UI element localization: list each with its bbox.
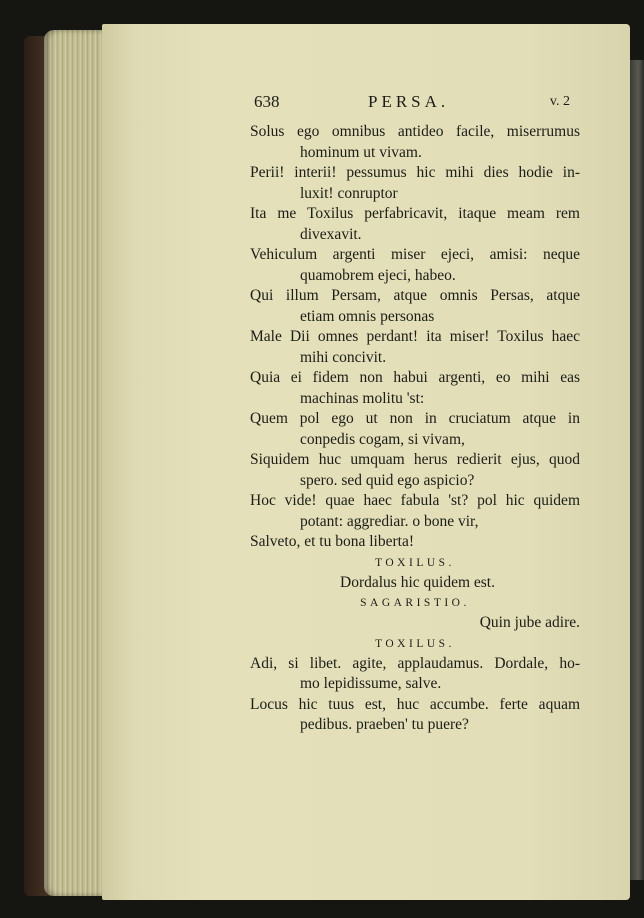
verse-line: Ita me Toxilus perfabricavit, itaque meam rem	[250, 205, 580, 222]
verse-line: Quin jube adire.	[479, 614, 580, 631]
verse-line: Dordalus hic quidem est.	[340, 573, 495, 591]
verse-line-continued: spero. sed quid ego aspicio?	[300, 471, 475, 489]
verse-line-continued: etiam omnis personas	[300, 307, 435, 325]
facing-page-edge	[630, 60, 644, 880]
page-text	[250, 92, 580, 736]
verse-line-continued: pedibus. praeben' tu puere?	[300, 716, 469, 733]
verse-line: Solus ego omnibus antideo facile, miserrumus	[250, 123, 580, 140]
verse-line-continued: divexavit.	[300, 225, 362, 243]
verse-line: Salveto, et tu bona liberta!	[250, 533, 414, 550]
running-title: PERSA.	[368, 92, 450, 111]
signature-mark: v. 2	[549, 94, 570, 109]
verse-line-continued: mo lepidissume, salve.	[300, 675, 442, 692]
verse-line: Quem pol ego ut non in cruciatum atque in	[250, 410, 580, 427]
verse-line: Locus hic tuus est, huc accumbe. ferte aquam	[250, 695, 580, 713]
page-number: 638	[254, 92, 280, 111]
verse-line-continued: conpedis cogam, si vivam,	[300, 430, 465, 448]
verse-line-continued: potant: aggrediar. o bone vir,	[300, 512, 479, 530]
verse-line: Adi, si libet. agite, applaudamus. Dordale, ho-	[250, 654, 580, 672]
verse-line-continued: luxit! conruptor	[300, 184, 398, 202]
verse-line: Quia ei fidem non habui argenti, eo mihi eas	[250, 369, 580, 386]
verse-line-continued: mihi concivit.	[300, 348, 387, 366]
speaker-heading: SAGARISTIO.	[360, 597, 470, 609]
page-header	[250, 92, 580, 122]
verse-line-continued: machinas molitu 'st:	[300, 389, 425, 407]
verse-line-continued: hominum ut vivam.	[300, 143, 422, 161]
verse-line-continued: quamobrem ejeci, habeo.	[300, 266, 456, 284]
verse-line: Hoc vide! quae haec fabula 'st? pol hic quidem	[250, 492, 580, 509]
speaker-heading: TOXILUS.	[375, 637, 455, 650]
verse-line: Perii! interii! pessumus hic mihi dies hodie in-	[250, 164, 580, 181]
verse-line: Vehiculum argenti miser ejeci, amisi: neque	[250, 246, 580, 263]
verse-line: Male Dii omnes perdant! ita miser! Toxilus haec	[250, 328, 580, 345]
verse-line: Qui illum Persam, atque omnis Persas, atque	[250, 287, 580, 304]
verse-line: Siquidem huc umquam herus redierit ejus, quod	[250, 451, 580, 468]
speaker-heading: TOXILUS.	[375, 556, 455, 569]
